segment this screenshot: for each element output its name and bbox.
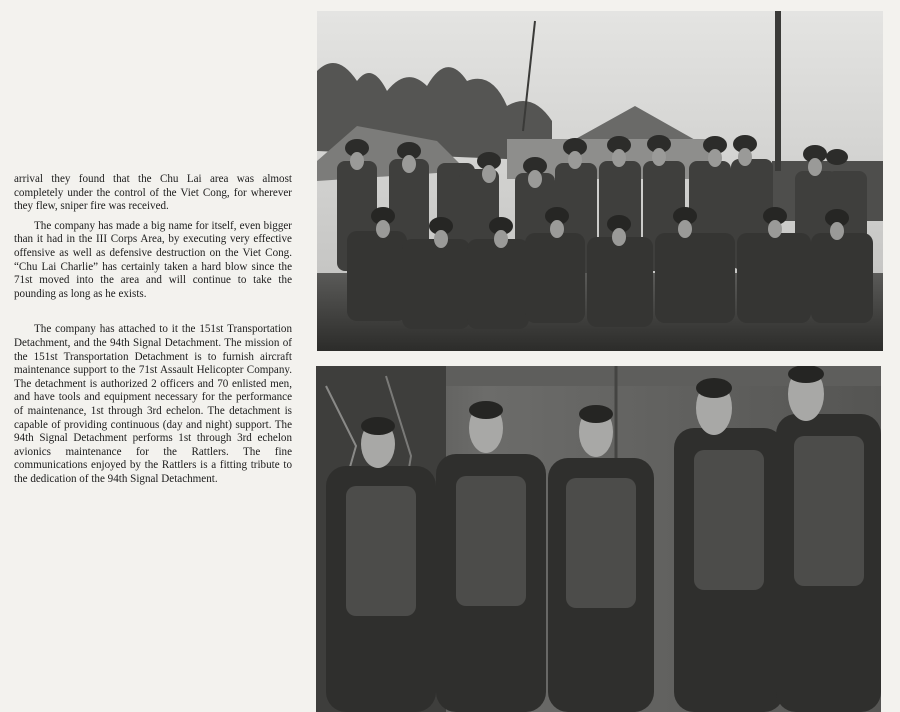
article-paragraph-2: The company has made a big name for itself, even bigger than it had in the III Corps Area, by executing very effective offensive as well as defensive destruction on the Viet Cong. “Chu Lai Charlie” has certainly taken a hard blow since the 71st moved into the area and will continue to take the pounding as long as he exists. [14, 219, 292, 300]
article-text [14, 173, 292, 486]
article-paragraph-3: The company has attached to it the 151st Transportation Detachment, and the 94th Signal Detachment. The mission of the 151st Transportation Detachment is to furnish aircraft maintenance support to the 71st Assault Helicopter Company. The detachment is authorized 2 officers and 70 enlisted men, and have tools and equipment necessary for the performance of maintenance, 1st through 3rd echelon. The detachment is capable of providing continuous (day and night) support. The 94th Signal Detachment performs 1st through 3rd echelon avionics maintenance for the Rattlers. The fine communications enjoyed by the Rattlers is a fitting tribute to the dedication of the 94th Signal Detachment. [14, 323, 292, 485]
group-photo [317, 11, 883, 351]
five-men-photo [316, 366, 881, 712]
article-paragraph-1: arrival they found that the Chu Lai area was almost completely under the control of the Viet Cong, for wherever they flew, sniper fire was received. [14, 173, 292, 213]
group-photo-image [317, 11, 883, 351]
five-men-photo-image [316, 366, 881, 712]
